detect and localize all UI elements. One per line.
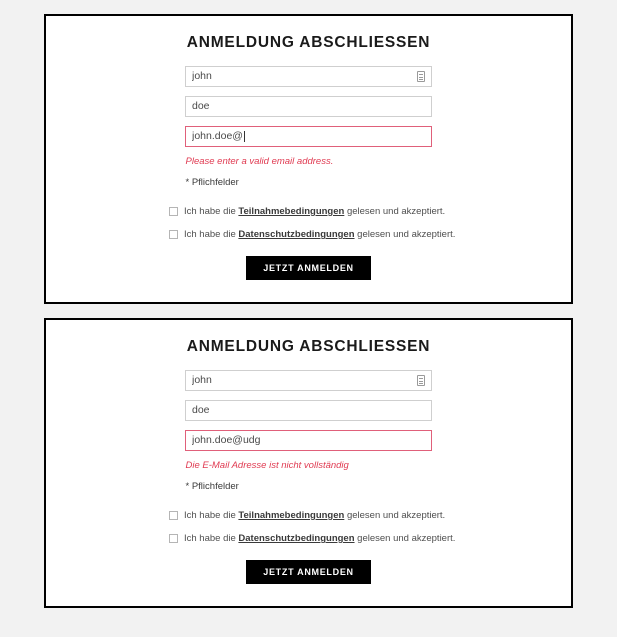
submit-row bbox=[46, 256, 571, 280]
terms-checkbox-label bbox=[184, 510, 445, 521]
privacy-checkbox-row[interactable] bbox=[168, 533, 456, 544]
first-name-value: john bbox=[192, 375, 212, 386]
contact-card-icon[interactable] bbox=[417, 71, 425, 82]
privacy-checkbox-label bbox=[184, 533, 455, 544]
signup-form-panel-bottom bbox=[44, 318, 573, 608]
email-value: john.doe@ bbox=[192, 131, 243, 142]
terms-suffix: gelesen und akzeptiert. bbox=[344, 510, 446, 521]
privacy-prefix: Ich habe die bbox=[184, 533, 239, 544]
terms-checkbox[interactable] bbox=[169, 511, 178, 520]
terms-link[interactable]: Teilnahmebedingungen bbox=[238, 206, 345, 217]
privacy-checkbox-row[interactable] bbox=[168, 229, 456, 240]
email-error-message: Die E-Mail Adresse ist nicht vollständig bbox=[185, 460, 349, 471]
privacy-link[interactable]: Datenschutzbedingungen bbox=[238, 533, 355, 544]
email-error-message: Please enter a valid email address. bbox=[185, 156, 334, 167]
terms-prefix: Ich habe die bbox=[184, 510, 239, 521]
required-fields-note: * Pflichfelder bbox=[185, 481, 239, 492]
privacy-suffix: gelesen und akzeptiert. bbox=[354, 229, 456, 240]
email-field[interactable] bbox=[185, 430, 432, 451]
submit-button[interactable]: JETZT ANMELDEN bbox=[246, 256, 370, 280]
terms-checkbox-row[interactable] bbox=[168, 510, 449, 521]
text-caret bbox=[244, 131, 245, 142]
first-name-field[interactable] bbox=[185, 66, 432, 87]
terms-link[interactable]: Teilnahmebedingungen bbox=[238, 510, 345, 521]
privacy-checkbox-label bbox=[184, 229, 455, 240]
last-name-field[interactable] bbox=[185, 400, 432, 421]
required-fields-note: * Pflichfelder bbox=[185, 177, 239, 188]
terms-checkbox-row[interactable] bbox=[168, 206, 449, 217]
submit-row bbox=[46, 560, 571, 584]
privacy-link[interactable]: Datenschutzbedingungen bbox=[238, 229, 355, 240]
last-name-row bbox=[46, 96, 571, 117]
contact-card-icon[interactable] bbox=[417, 375, 425, 386]
terms-prefix: Ich habe die bbox=[184, 206, 239, 217]
first-name-row bbox=[46, 370, 571, 391]
page-title: ANMELDUNG ABSCHLIESSEN bbox=[186, 338, 431, 355]
last-name-value: doe bbox=[192, 101, 210, 112]
email-row bbox=[46, 126, 571, 147]
email-value: john.doe@udg bbox=[192, 435, 261, 446]
terms-checkbox-label bbox=[184, 206, 445, 217]
email-field[interactable] bbox=[185, 126, 432, 147]
email-row bbox=[46, 430, 571, 451]
first-name-row bbox=[46, 66, 571, 87]
last-name-value: doe bbox=[192, 405, 210, 416]
first-name-field[interactable] bbox=[185, 370, 432, 391]
submit-button[interactable]: JETZT ANMELDEN bbox=[246, 560, 370, 584]
privacy-checkbox[interactable] bbox=[169, 534, 178, 543]
terms-suffix: gelesen und akzeptiert. bbox=[344, 206, 446, 217]
terms-checkbox[interactable] bbox=[169, 207, 178, 216]
signup-form-panel-top bbox=[44, 14, 573, 304]
page-title: ANMELDUNG ABSCHLIESSEN bbox=[186, 34, 431, 51]
last-name-field[interactable] bbox=[185, 96, 432, 117]
privacy-suffix: gelesen und akzeptiert. bbox=[354, 533, 456, 544]
first-name-value: john bbox=[192, 71, 212, 82]
privacy-prefix: Ich habe die bbox=[184, 229, 239, 240]
privacy-checkbox[interactable] bbox=[169, 230, 178, 239]
last-name-row bbox=[46, 400, 571, 421]
